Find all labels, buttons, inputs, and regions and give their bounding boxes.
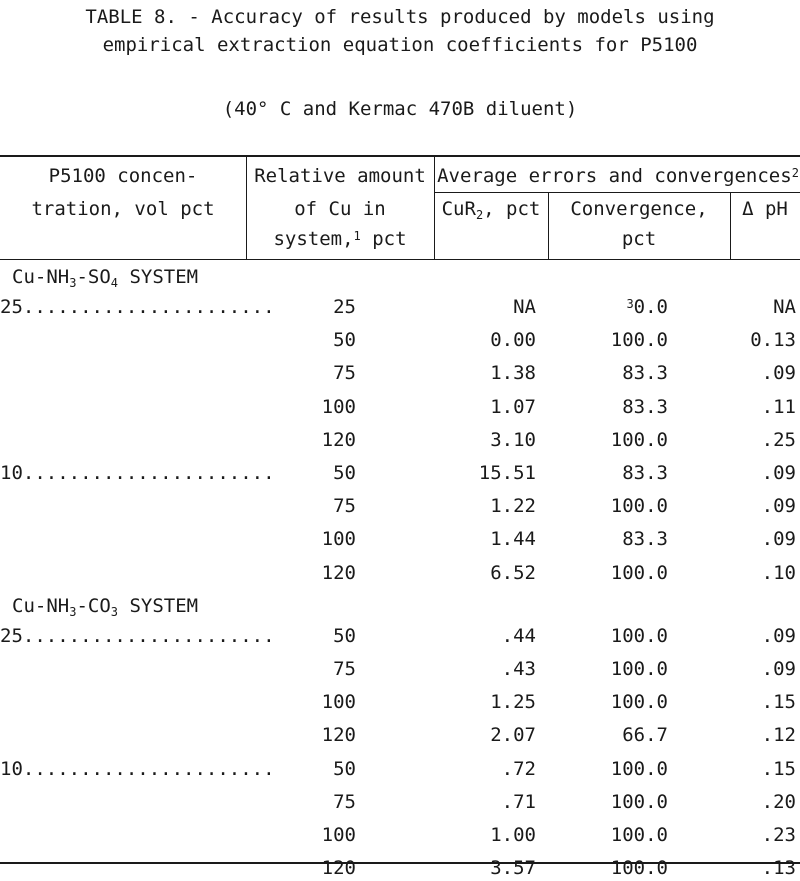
cur2-cell: 15.51 [478, 462, 536, 484]
cur2-cell: .44 [501, 624, 536, 647]
relative-cu-cell: 75 [333, 495, 356, 518]
relative-cu-cell: 120 [321, 724, 356, 747]
delta-ph-cell: .10 [761, 561, 796, 584]
cur2-cell: 6.52 [490, 561, 536, 584]
cur2-cell: 1.07 [490, 395, 536, 418]
header-relative-amount-line-1: Relative amount [254, 165, 426, 187]
cur2-cell: .72 [501, 757, 536, 780]
convergence-cell: 100.0 [610, 757, 668, 780]
footnote-2-marker: 2 [791, 166, 799, 180]
convergence-cell: 100.0 [610, 624, 668, 647]
delta-ph-cell: .09 [761, 462, 796, 484]
cur2-cell: 3.57 [490, 857, 536, 880]
relative-cu-cell: 120 [321, 561, 356, 584]
relative-cu-cell: 100 [321, 691, 356, 714]
convergence-cell: 66.7 [622, 724, 668, 747]
cur2-cell: NA [513, 296, 536, 318]
convergence-cell: 100.0 [610, 495, 668, 518]
relative-cu-cell: 100 [321, 395, 356, 418]
table-title-line-2: empirical extraction equation coefficients for P5100 [102, 34, 698, 56]
header-concentration-line-2: tration, vol pct [31, 198, 215, 220]
delta-ph-cell: .13 [761, 857, 796, 880]
section-label: $Cu-NH_3-CO_3$ SYSTEM [12, 594, 199, 619]
table-top-rule [0, 155, 800, 157]
delta-ph-cell: .09 [761, 362, 796, 385]
relative-cu-cell: 75 [333, 790, 356, 813]
header-relative-amount-line-2: of Cu in [294, 198, 386, 220]
delta-ph-cell: .15 [761, 757, 796, 780]
convergence-cell: 100.0 [610, 691, 668, 714]
relative-cu-cell: 50 [333, 329, 356, 352]
convergence-cell: 100.0 [610, 561, 668, 584]
convergence-cell: 100.0 [610, 329, 668, 352]
concentration-label: 25...................... [0, 296, 275, 318]
relative-cu-cell: 100 [321, 824, 356, 846]
relative-cu-cell: 100 [321, 528, 356, 551]
section-label: $Cu-NH_3-SO_4$ SYSTEM [12, 266, 199, 290]
cur2-cell: 1.38 [490, 362, 536, 385]
footnote-1-marker: 1 [353, 229, 361, 243]
convergence-cell: 100.0 [610, 857, 668, 880]
header-bottom-rule [0, 259, 800, 260]
relative-cu-cell: 120 [321, 428, 356, 451]
group-header-underline [434, 192, 800, 193]
convergence-cell: 83.3 [622, 462, 668, 484]
relative-cu-cell: 75 [333, 658, 356, 680]
delta-ph-cell: .20 [761, 790, 796, 813]
cur2-cell: 1.00 [490, 824, 536, 846]
convergence-cell: 100.0 [610, 658, 668, 680]
convergence-cell: 83.3 [622, 362, 668, 385]
relative-cu-cell: 50 [333, 462, 356, 484]
cur2-cell: 2.07 [490, 724, 536, 747]
delta-ph-cell: .15 [761, 691, 796, 714]
header-concentration-line-1: P5100 concen- [48, 165, 198, 187]
convergence-cell: 83.3 [622, 528, 668, 551]
delta-ph-cell: .11 [761, 395, 796, 418]
table-bottom-rule [0, 862, 800, 864]
cur2-cell: 1.44 [490, 528, 536, 551]
footnote-3-marker: 3 [626, 297, 634, 311]
cur2-cell: 3.10 [490, 428, 536, 451]
table-title-line-1: TABLE 8. - Accuracy of results produced by models using [85, 6, 715, 28]
delta-ph-cell: .25 [761, 428, 796, 451]
delta-ph-cell: .12 [761, 724, 796, 747]
relative-cu-cell: 50 [333, 624, 356, 647]
header-convergence-line-2: pct [621, 228, 657, 250]
relative-cu-cell: 50 [333, 757, 356, 780]
convergence-cell: 100.0 [610, 790, 668, 813]
header-average-errors-group: Average errors and convergences$^2$ [437, 165, 799, 187]
delta-ph-cell: .09 [761, 658, 796, 680]
cur2-cell: 0.00 [490, 329, 536, 352]
delta-ph-cell: .09 [761, 528, 796, 551]
concentration-label: 25...................... [0, 624, 275, 647]
convergence-cell: $^3$0.0 [626, 296, 668, 318]
cur2-cell: .71 [501, 790, 536, 813]
delta-ph-cell: .09 [761, 495, 796, 518]
delta-ph-cell: NA [773, 296, 796, 318]
relative-cu-cell: 25 [333, 296, 356, 318]
header-relative-amount-line-3: system,$^1$ pct [273, 228, 407, 250]
header-convergence-line-1: Convergence, [570, 198, 708, 220]
relative-cu-cell: 120 [321, 857, 356, 880]
relative-cu-cell: 75 [333, 362, 356, 385]
delta-ph-cell: .09 [761, 624, 796, 647]
header-delta-ph: Δ pH [742, 198, 788, 220]
delta-ph-cell: 0.13 [750, 329, 796, 352]
convergence-cell: 100.0 [610, 428, 668, 451]
cur2-cell: .43 [501, 658, 536, 680]
delta-ph-cell: .23 [761, 824, 796, 846]
convergence-cell: 83.3 [622, 395, 668, 418]
cur2-cell: 1.25 [490, 691, 536, 714]
convergence-cell: 100.0 [610, 824, 668, 846]
concentration-label: 10...................... [0, 462, 275, 484]
table-conditions: (40° C and Kermac 470B diluent) [222, 98, 578, 120]
header-cur2: CuR$_2$, pct [441, 198, 541, 222]
concentration-label: 10...................... [0, 757, 275, 780]
cur2-cell: 1.22 [490, 495, 536, 518]
